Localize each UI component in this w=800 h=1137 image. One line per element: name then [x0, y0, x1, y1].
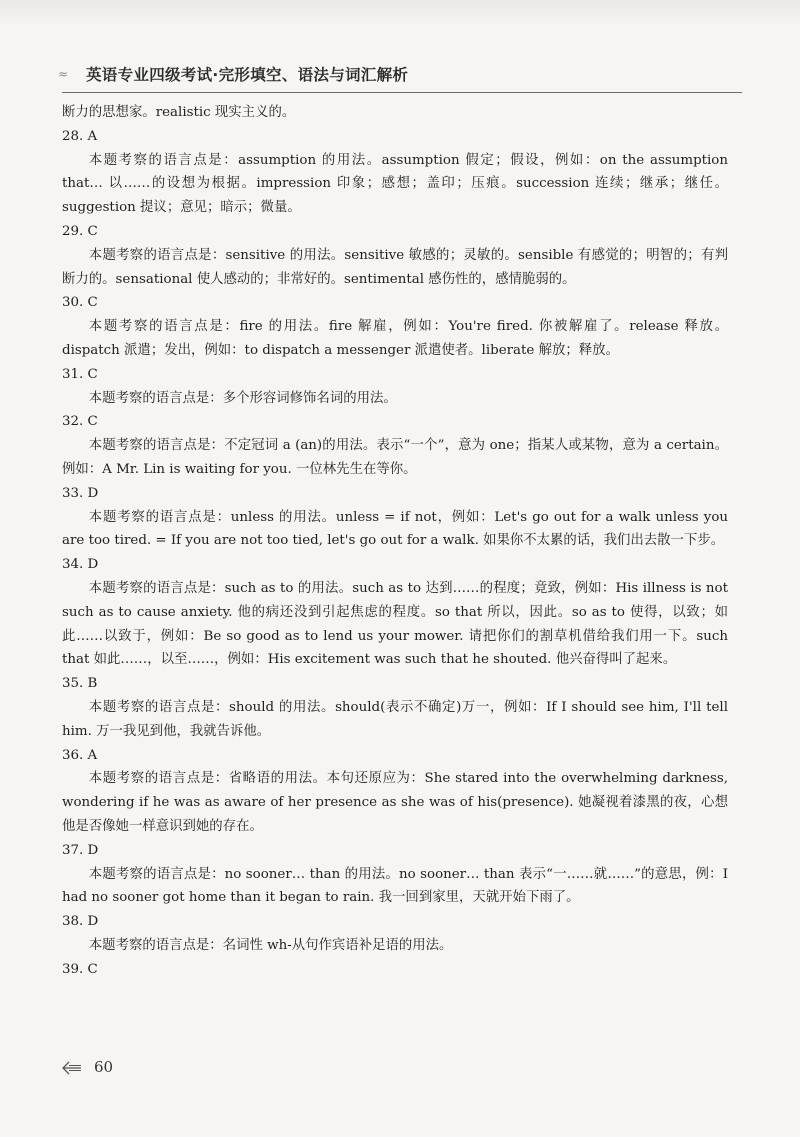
answer-item-31 [62, 363, 728, 411]
answer-item-32 [62, 410, 728, 481]
answer-item-28 [62, 125, 728, 220]
answer-label: 36. A [62, 747, 98, 763]
page-footer [62, 1055, 113, 1079]
answer-explanation: 本题考察的语言点是：no sooner… than 的用法。no sooner… than 表示“一……就……”的意思，例：I had no sooner got home than it began to rain. 我一回到家里，天就开始下雨了。 [62, 866, 728, 906]
answer-item-29 [62, 220, 728, 291]
left-arrow-icon [62, 1060, 82, 1074]
answer-label: 29. C [62, 223, 98, 239]
intro-line: 断力的思想家。realistic 现实主义的。 [62, 105, 296, 120]
answer-explanation: 本题考察的语言点是：不定冠词 a (an)的用法。表示“一个”，意为 one；指某人或某物，意为 a certain。例如：A Mr. Lin is waiting for you. 一位林先生在等你。 [62, 438, 728, 477]
header-rule [62, 92, 742, 93]
running-header [58, 58, 748, 90]
answer-explanation: 本题考察的语言点是：名词性 wh-从句作宾语补足语的用法。 [88, 937, 453, 953]
answer-label: 35. B [62, 676, 98, 692]
answer-label: 34. D [62, 557, 99, 573]
answer-item-37 [62, 839, 728, 910]
page-body [62, 101, 728, 981]
answer-explanation: 本题考察的语言点是：should 的用法。should(表示不确定)万一，例如：If I should see him, I'll tell him. 万一我见到他，我就告诉他。 [62, 699, 728, 739]
answer-label: 38. D [62, 914, 99, 930]
answer-item-33 [62, 482, 728, 553]
answer-label-39: 39. C [62, 961, 98, 977]
answer-item-35 [62, 672, 728, 743]
page-number: 60 [94, 1058, 114, 1076]
answer-item-36 [62, 744, 728, 839]
answer-explanation: 本题考察的语言点是：省略语的用法。本句还原应为：She stared into the overwhelming darkness, wondering if he was as aware of her presence as she was of his(presence). 她凝视着漆黑的夜，心想他是否像她一样意识到她的存在。 [62, 771, 728, 834]
answer-explanation: 本题考察的语言点是：多个形容词修饰名词的用法。 [88, 390, 397, 406]
answer-label: 37. D [62, 842, 99, 858]
header-ornament-icon: ≈ [58, 67, 69, 81]
answer-label: 31. C [62, 366, 98, 382]
answer-label: 30. C [62, 295, 98, 311]
answer-explanation: 本题考察的语言点是：fire 的用法。fire 解雇，例如：You're fired. 你被解雇了。release 释放。dispatch 派遣；发出，例如：to dispatch a messenger 派遣使者。liberate 解放；释放。 [62, 319, 728, 358]
answer-explanation: 本题考察的语言点是：sensitive 的用法。sensitive 敏感的；灵敏的。sensible 有感觉的；明智的；有判断力的。sensational 使人感动的；非常好的。sentimental 感伤性的，感情脆弱的。 [62, 247, 728, 287]
answer-label: 32. C [62, 414, 98, 430]
answer-item-34 [62, 553, 728, 672]
answer-item-38 [62, 910, 728, 958]
answer-item-30 [62, 291, 728, 362]
answer-explanation: 本题考察的语言点是：assumption 的用法。assumption 假定；假设，例如：on the assumption that… 以……的设想为根据。impression 印象；感想；盖印；压痕。succession 连续；继承；继任。suggestion 提议；意见；暗示；微量。 [62, 152, 728, 216]
answer-label: 33. D [62, 485, 99, 501]
answer-explanation: 本题考察的语言点是：unless 的用法。unless = if not，例如：Let's go out for a walk unless you are too tired. = If you are not too tied, let's go out for a walk. 如果你不太累的话，我们出去散一下步。 [62, 509, 728, 549]
header-title: 英语专业四级考试·完形填空、语法与词汇解析 [86, 66, 409, 84]
page-top-shadow [0, 0, 800, 26]
answer-label: 28. A [62, 128, 98, 144]
answer-explanation: 本题考察的语言点是：such as to 的用法。such as to 达到……的程度；竟致，例如：His illness is not such as to cause anxiety. 他的病还没到引起焦虑的程度。so that 所以，因此。so as to 使得，以致；如此……以致于，例如：Be so good as to lend us your mower. 请把你们的割草机借给我们用一下。such that 如此……，以至……，例如：His excitement was such that he shouted. 他兴奋得叫了起来。 [62, 580, 728, 668]
